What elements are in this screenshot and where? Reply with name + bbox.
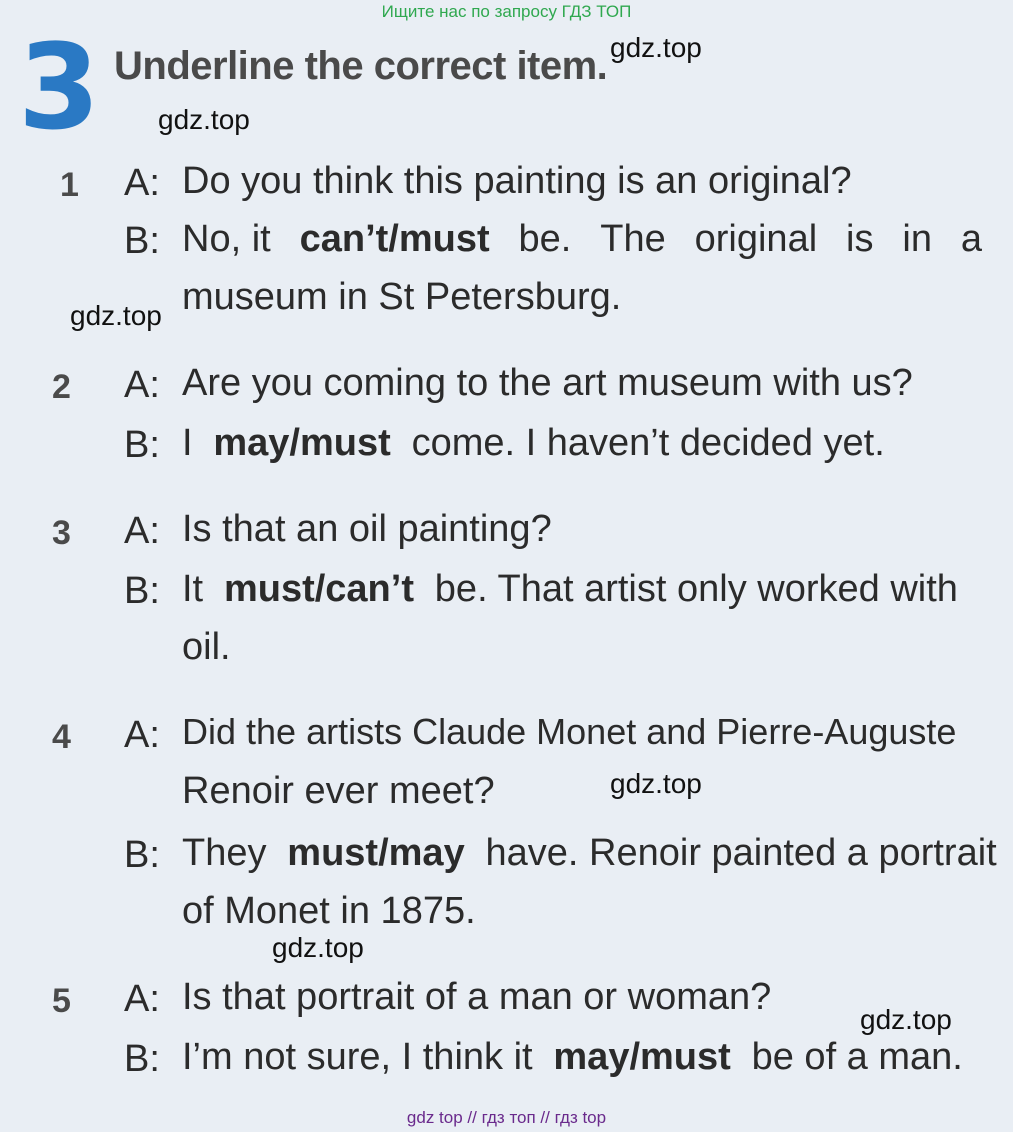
item-1-speaker-b: B: [124,220,160,262]
item-1-b-word: is [846,218,874,260]
exercise-number: 3 [18,18,97,156]
item-4-line-b-cont: of Monet in 1875. [182,890,476,932]
watermark: gdz.top [158,104,250,135]
item-2-line-b [182,424,885,462]
item-3-line-b [182,570,958,608]
item-2-choice[interactable]: may/must [213,422,391,464]
item-4-choice[interactable]: must/may [287,832,465,874]
item-2-speaker-a: A: [124,364,160,406]
item-4-speaker-a: A: [124,714,160,756]
item-1-b-post1: be. [518,218,572,260]
item-1-b-pre: No, it [182,218,271,260]
item-3-speaker-b: B: [124,570,160,612]
item-3-line-a: Is that an oil painting? [182,508,552,550]
item-3-line-b-cont: oil. [182,626,231,668]
item-1-line-b-cont: museum in St Petersburg. [182,276,622,318]
top-banner[interactable]: Ищите нас по запросу ГДЗ ТОП [381,2,632,21]
item-5-speaker-a: A: [124,978,160,1020]
watermark: gdz.top [860,1004,952,1035]
item-3-number: 3 [52,514,71,552]
item-4-line-a-cont: Renoir ever meet? [182,770,495,812]
item-1-line-b [182,220,982,258]
item-4-line-a: Did the artists Claude Monet and Pierre-Auguste [182,711,957,752]
watermark: gdz.top [610,768,702,799]
exercise-instruction: Underline the correct item. [114,44,608,88]
item-5-line-b [182,1038,963,1076]
item-4-b-pre: They [182,832,267,874]
item-5-b-post: be of a man. [751,1036,963,1078]
item-2-line-a: Are you coming to the art museum with us? [182,362,913,404]
item-1-b-word: a [960,218,982,260]
item-2-number: 2 [52,368,71,406]
item-1-line-a: Do you think this painting is an original? [182,160,852,202]
item-3-b-pre: It [182,568,204,610]
item-5-b-pre: I’m not sure, I think it [182,1036,533,1078]
item-3-b-post: be. That artist only worked with [434,568,958,610]
item-1-b-word: in [902,218,932,260]
item-4-line-b [182,834,997,872]
item-5-number: 5 [52,982,71,1020]
item-5-line-a: Is that portrait of a man or woman? [182,976,772,1018]
item-1-number: 1 [60,166,79,204]
item-4-speaker-b: B: [124,834,160,876]
watermark: gdz.top [70,300,162,331]
item-1-speaker-a: A: [124,162,160,204]
item-4-number: 4 [52,718,71,756]
item-3-choice[interactable]: must/can’t [223,568,414,610]
item-1-choice[interactable]: can’t/must [299,218,490,260]
item-5-speaker-b: B: [124,1038,160,1080]
watermark: gdz.top [272,932,364,963]
item-2-b-pre: I [182,422,193,464]
watermark: gdz.top [610,32,702,63]
item-1-b-word: original [694,218,818,260]
item-1-b-word: The [600,218,666,260]
item-5-choice[interactable]: may/must [553,1036,731,1078]
item-2-b-post: come. I haven’t decided yet. [411,422,885,464]
item-4-b-post: have. Renoir painted a portrait [485,832,997,874]
footer-links[interactable]: gdz top // гдз топ // гдз top [406,1108,607,1127]
item-2-speaker-b: B: [124,424,160,466]
item-3-speaker-a: A: [124,510,160,552]
